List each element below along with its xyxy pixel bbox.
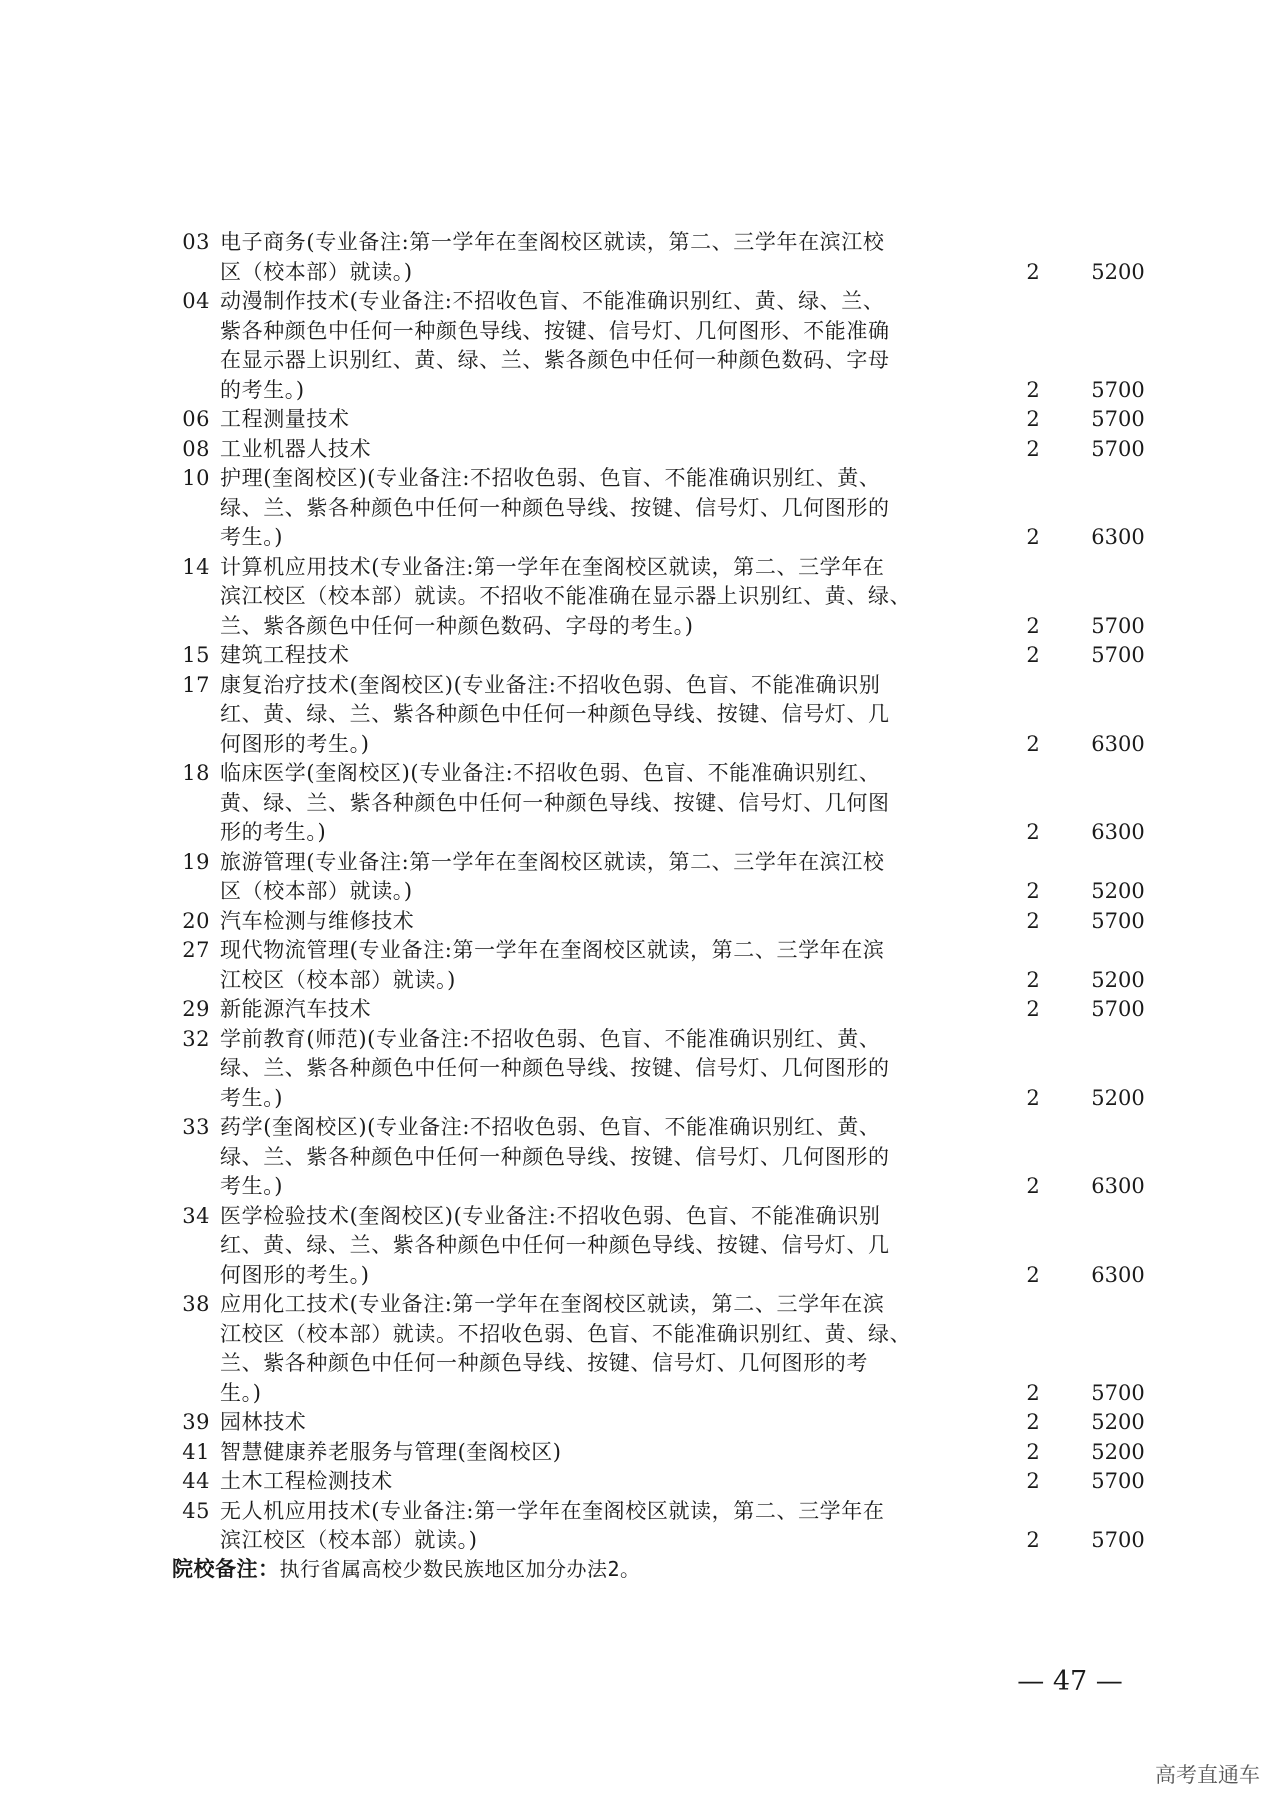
program-line xyxy=(0,1084,1280,1114)
program-years: 2 xyxy=(1026,997,1040,1021)
program-years: 2 xyxy=(1026,643,1040,667)
program-description: 绿、兰、紫各种颜色中任何一种颜色导线、按键、信号灯、几何图形的 xyxy=(220,1056,890,1080)
program-entry xyxy=(0,936,1280,995)
program-description: 电子商务(专业备注:第一学年在奎阁校区就读，第二、三学年在滨江校 xyxy=(220,230,885,254)
program-entry xyxy=(0,995,1280,1025)
program-entry xyxy=(0,759,1280,848)
program-line xyxy=(0,1143,1280,1173)
program-line xyxy=(0,1054,1280,1084)
program-line xyxy=(0,287,1280,317)
program-line xyxy=(0,936,1280,966)
program-fee: 5200 xyxy=(1091,879,1145,903)
program-line xyxy=(0,1349,1280,1379)
program-line xyxy=(0,346,1280,376)
program-line xyxy=(0,877,1280,907)
program-line xyxy=(0,789,1280,819)
program-description: 医学检验技术(奎阁校区)(专业备注:不招收色弱、色盲、不能准确识别 xyxy=(220,1203,881,1228)
program-description: 现代物流管理(专业备注:第一学年在奎阁校区就读，第二、三学年在滨 xyxy=(220,938,885,962)
program-entry xyxy=(0,848,1280,907)
program-years: 2 xyxy=(1026,731,1040,756)
program-line xyxy=(0,1438,1280,1468)
program-description: 考生。) xyxy=(220,1174,284,1198)
program-entry xyxy=(0,405,1280,435)
program-line xyxy=(0,818,1280,848)
program-line xyxy=(0,1261,1280,1291)
program-entry xyxy=(0,464,1280,553)
program-entry xyxy=(0,641,1280,671)
program-entry xyxy=(0,553,1280,642)
program-description: 建筑工程技术 xyxy=(220,643,350,667)
program-fee: 6300 xyxy=(1091,525,1145,549)
program-line xyxy=(0,1497,1280,1527)
program-code: 03 xyxy=(182,230,210,254)
program-years: 2 xyxy=(1026,1262,1040,1287)
program-code: 10 xyxy=(182,466,210,490)
program-line xyxy=(0,1202,1280,1232)
program-description: 何图形的考生。) xyxy=(220,1262,370,1287)
program-description: 区（校本部）就读。) xyxy=(220,879,413,903)
program-description: 临床医学(奎阁校区)(专业备注:不招收色弱、色盲、不能准确识别红、 xyxy=(220,761,881,785)
program-fee: 6300 xyxy=(1091,820,1145,844)
program-years: 2 xyxy=(1026,1410,1040,1434)
program-years: 2 xyxy=(1026,1469,1040,1493)
program-fee: 6300 xyxy=(1091,731,1145,756)
program-line xyxy=(0,1025,1280,1055)
program-code: 41 xyxy=(182,1439,210,1464)
program-description: 滨江校区（校本部）就读。不招收不能准确在显示器上识别红、黄、绿、 xyxy=(220,584,912,608)
program-description: 应用化工技术(专业备注:第一学年在奎阁校区就读，第二、三学年在滨 xyxy=(220,1292,885,1316)
program-description: 在显示器上识别红、黄、绿、兰、紫各颜色中任何一种颜色数码、字母 xyxy=(220,348,890,372)
program-line xyxy=(0,1526,1280,1556)
program-fee: 6300 xyxy=(1091,1262,1145,1287)
program-description: 红、黄、绿、兰、紫各种颜色中任何一种颜色导线、按键、信号灯、几 xyxy=(220,702,890,726)
program-entry xyxy=(0,1408,1280,1438)
program-line xyxy=(0,966,1280,996)
program-line xyxy=(0,612,1280,642)
program-description: 绿、兰、紫各种颜色中任何一种颜色导线、按键、信号灯、几何图形的 xyxy=(220,1144,890,1169)
program-line xyxy=(0,523,1280,553)
program-description: 智慧健康养老服务与管理(奎阁校区) xyxy=(220,1439,562,1464)
program-description: 何图形的考生。) xyxy=(220,731,370,756)
program-description: 考生。) xyxy=(220,525,284,549)
program-description: 无人机应用技术(专业备注:第一学年在奎阁校区就读，第二、三学年在 xyxy=(220,1498,885,1523)
program-code: 14 xyxy=(182,554,210,579)
program-years: 2 xyxy=(1026,407,1040,431)
program-line xyxy=(0,1231,1280,1261)
program-fee: 6300 xyxy=(1091,1174,1145,1198)
program-description: 汽车检测与维修技术 xyxy=(220,908,415,933)
program-description: 工程测量技术 xyxy=(220,407,350,431)
program-entry xyxy=(0,435,1280,465)
program-years: 2 xyxy=(1026,1085,1040,1110)
program-description: 形的考生。) xyxy=(220,820,327,844)
remark-text: 执行省属高校少数民族地区加分办法2。 xyxy=(279,1557,641,1581)
program-years: 2 xyxy=(1026,879,1040,903)
program-years: 2 xyxy=(1026,436,1040,461)
program-description: 康复治疗技术(奎阁校区)(专业备注:不招收色弱、色盲、不能准确识别 xyxy=(220,672,881,697)
program-description: 红、黄、绿、兰、紫各种颜色中任何一种颜色导线、按键、信号灯、几 xyxy=(220,1233,890,1257)
program-code: 18 xyxy=(182,761,210,785)
program-years: 2 xyxy=(1026,1439,1040,1464)
program-fee: 5200 xyxy=(1091,1410,1145,1434)
program-code: 38 xyxy=(182,1292,210,1316)
program-entry xyxy=(0,671,1280,760)
program-line xyxy=(0,405,1280,435)
program-line xyxy=(0,1320,1280,1350)
program-line xyxy=(0,1113,1280,1143)
program-description: 黄、绿、兰、紫各种颜色中任何一种颜色导线、按键、信号灯、几何图 xyxy=(220,790,890,815)
program-description: 护理(奎阁校区)(专业备注:不招收色弱、色盲、不能准确识别红、黄、 xyxy=(220,466,881,490)
program-line xyxy=(0,317,1280,347)
program-line xyxy=(0,228,1280,258)
program-line xyxy=(0,464,1280,494)
program-entry xyxy=(0,1467,1280,1497)
program-years: 2 xyxy=(1026,525,1040,549)
program-years: 2 xyxy=(1026,1380,1040,1405)
program-description: 新能源汽车技术 xyxy=(220,997,372,1021)
program-description: 动漫制作技术(专业备注:不招收色盲、不能准确识别红、黄、绿、兰、 xyxy=(220,289,885,313)
program-fee: 5700 xyxy=(1091,436,1145,461)
program-line xyxy=(0,700,1280,730)
remark-label: 院校备注： xyxy=(172,1557,280,1581)
program-entry xyxy=(0,1290,1280,1408)
program-description: 旅游管理(专业备注:第一学年在奎阁校区就读，第二、三学年在滨江校 xyxy=(220,849,885,874)
program-fee: 5200 xyxy=(1091,1085,1145,1110)
program-line xyxy=(0,671,1280,701)
program-years: 2 xyxy=(1026,259,1040,284)
program-code: 44 xyxy=(182,1469,210,1493)
program-line xyxy=(0,582,1280,612)
program-description: 滨江校区（校本部）就读。) xyxy=(220,1528,478,1552)
program-entry xyxy=(0,1113,1280,1202)
program-description: 生。) xyxy=(220,1380,262,1405)
page-number: — 47 — xyxy=(1017,1666,1123,1697)
program-line xyxy=(0,435,1280,465)
program-description: 工业机器人技术 xyxy=(220,436,372,461)
program-code: 34 xyxy=(182,1203,210,1228)
program-line xyxy=(0,1467,1280,1497)
program-code: 20 xyxy=(182,908,210,933)
program-years: 2 xyxy=(1026,377,1040,402)
program-description: 计算机应用技术(专业备注:第一学年在奎阁校区就读，第二、三学年在 xyxy=(220,554,885,579)
program-line xyxy=(0,1290,1280,1320)
program-entry xyxy=(0,907,1280,937)
program-description: 兰、紫各种颜色中任何一种颜色导线、按键、信号灯、几何图形的考 xyxy=(220,1351,868,1375)
program-line xyxy=(0,494,1280,524)
institution-remark xyxy=(172,1554,641,1584)
program-description: 绿、兰、紫各种颜色中任何一种颜色导线、按键、信号灯、几何图形的 xyxy=(220,495,890,520)
program-entry xyxy=(0,287,1280,405)
program-entry xyxy=(0,1438,1280,1468)
program-years: 2 xyxy=(1026,908,1040,933)
program-entry xyxy=(0,1497,1280,1556)
program-entry xyxy=(0,228,1280,287)
program-fee: 5700 xyxy=(1091,377,1145,402)
program-fee: 5700 xyxy=(1091,407,1145,431)
program-entry xyxy=(0,1025,1280,1114)
program-line xyxy=(0,995,1280,1025)
program-code: 32 xyxy=(182,1026,210,1051)
program-fee: 5200 xyxy=(1091,967,1145,992)
program-code: 06 xyxy=(182,407,210,431)
program-code: 19 xyxy=(182,849,210,874)
program-description: 兰、紫各颜色中任何一种颜色数码、字母的考生。) xyxy=(220,613,694,638)
program-fee: 5200 xyxy=(1091,259,1145,284)
program-fee: 5700 xyxy=(1091,1380,1145,1405)
program-line xyxy=(0,848,1280,878)
program-line xyxy=(0,1172,1280,1202)
program-code: 04 xyxy=(182,289,210,313)
program-code: 17 xyxy=(182,672,210,697)
program-description: 江校区（校本部）就读。不招收色弱、色盲、不能准确识别红、黄、绿、 xyxy=(220,1321,912,1346)
program-description: 紫各种颜色中任何一种颜色导线、按键、信号灯、几何图形、不能准确 xyxy=(220,318,890,343)
program-line xyxy=(0,759,1280,789)
program-code: 33 xyxy=(182,1115,210,1139)
program-code: 08 xyxy=(182,436,210,461)
program-line xyxy=(0,376,1280,406)
program-description: 药学(奎阁校区)(专业备注:不招收色弱、色盲、不能准确识别红、黄、 xyxy=(220,1115,881,1139)
program-fee: 5700 xyxy=(1091,997,1145,1021)
program-description: 园林技术 xyxy=(220,1410,307,1434)
program-description: 考生。) xyxy=(220,1085,284,1110)
program-entry xyxy=(0,1202,1280,1291)
program-code: 15 xyxy=(182,643,210,667)
program-line xyxy=(0,907,1280,937)
program-description: 土木工程检测技术 xyxy=(220,1469,393,1493)
program-fee: 5200 xyxy=(1091,1439,1145,1464)
program-line xyxy=(0,1408,1280,1438)
program-years: 2 xyxy=(1026,1174,1040,1198)
program-line xyxy=(0,641,1280,671)
program-code: 39 xyxy=(182,1410,210,1434)
program-line xyxy=(0,730,1280,760)
program-fee: 5700 xyxy=(1091,1469,1145,1493)
program-fee: 5700 xyxy=(1091,1528,1145,1552)
program-fee: 5700 xyxy=(1091,613,1145,638)
program-years: 2 xyxy=(1026,613,1040,638)
program-list xyxy=(0,228,1280,1556)
program-description: 的考生。) xyxy=(220,377,305,402)
program-fee: 5700 xyxy=(1091,643,1145,667)
program-description: 区（校本部）就读。) xyxy=(220,259,413,284)
program-line xyxy=(0,1379,1280,1409)
program-code: 29 xyxy=(182,997,210,1021)
program-line xyxy=(0,553,1280,583)
program-line xyxy=(0,258,1280,288)
watermark-text: 高考直通车 xyxy=(1155,1763,1260,1787)
program-description: 学前教育(师范)(专业备注:不招收色弱、色盲、不能准确识别红、黄、 xyxy=(220,1026,881,1051)
program-years: 2 xyxy=(1026,820,1040,844)
program-years: 2 xyxy=(1026,967,1040,992)
program-years: 2 xyxy=(1026,1528,1040,1552)
program-code: 27 xyxy=(182,938,210,962)
program-description: 江校区（校本部）就读。) xyxy=(220,967,456,992)
program-fee: 5700 xyxy=(1091,908,1145,933)
program-code: 45 xyxy=(182,1498,210,1523)
